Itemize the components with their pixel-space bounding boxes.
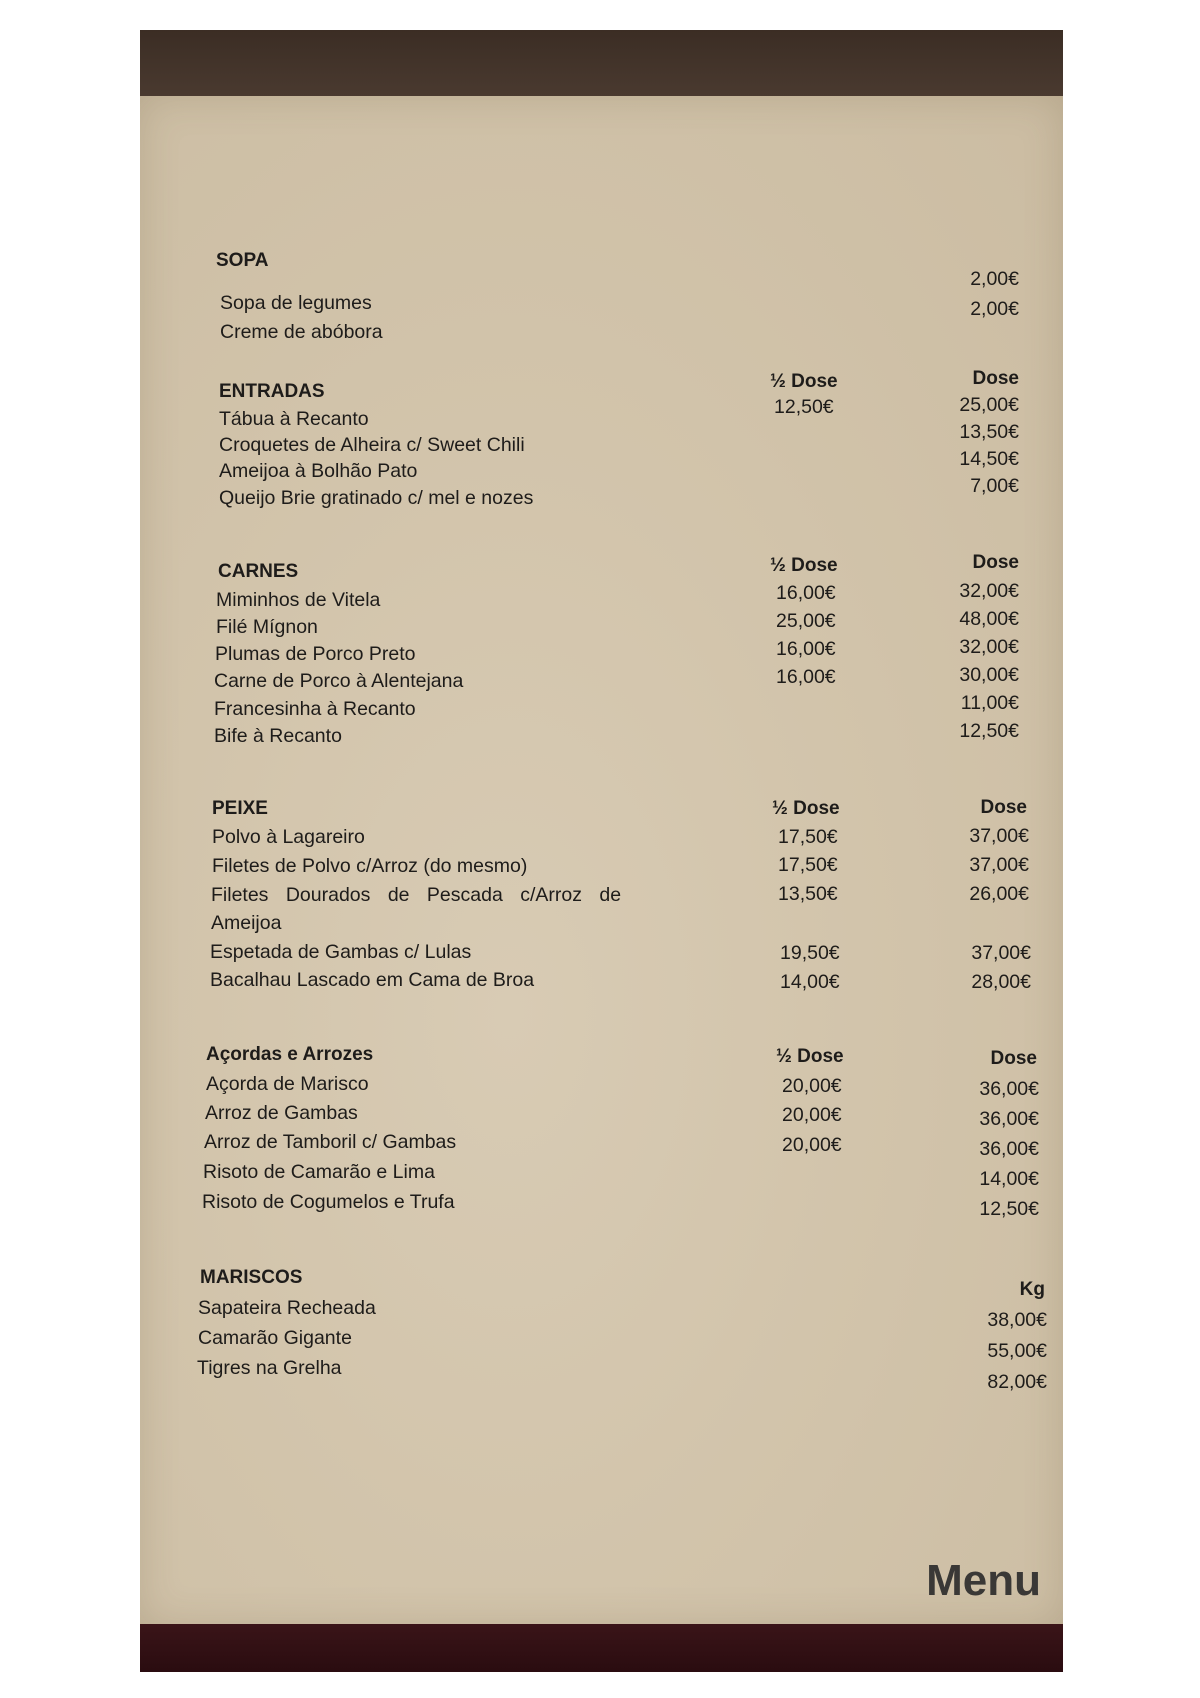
menu-item-half-price: 17,50€ <box>778 854 838 876</box>
menu-item-half-price: 20,00€ <box>782 1134 842 1156</box>
menu-item-name: Açorda de Marisco <box>206 1073 369 1095</box>
menu-item-half-price: 14,00€ <box>780 971 840 993</box>
menu-item-name: Risoto de Camarão e Lima <box>203 1161 435 1183</box>
menu-item-name: Plumas de Porco Preto <box>215 643 416 665</box>
menu-item-name: Arroz de Tamboril c/ Gambas <box>204 1131 457 1153</box>
menu-item-name: Polvo à Lagareiro <box>212 826 365 848</box>
menu-item-price: 7,00€ <box>970 475 1019 497</box>
menu-item-price: 37,00€ <box>971 942 1031 964</box>
menu-item-name: Camarão Gigante <box>198 1327 352 1349</box>
menu-item-half-price: 16,00€ <box>776 582 836 604</box>
section-title: SOPA <box>216 250 269 271</box>
menu-paper <box>140 96 1063 1626</box>
menu-item-half-price: 13,50€ <box>778 883 838 905</box>
menu-item-name: Creme de abóbora <box>220 321 383 343</box>
menu-item-price: 36,00€ <box>979 1078 1039 1100</box>
menu-item-name: Bacalhau Lascado em Cama de Broa <box>210 969 535 991</box>
kg-header: Kg <box>1019 1279 1045 1300</box>
dose-header: Dose <box>980 797 1027 818</box>
menu-item-price: 26,00€ <box>969 883 1029 905</box>
menu-item-price: 14,50€ <box>959 448 1019 470</box>
menu-item-price: 2,00€ <box>970 268 1019 290</box>
section-title: ENTRADAS <box>219 381 325 402</box>
section-title: CARNES <box>218 561 299 582</box>
menu-item-name: Tigres na Grelha <box>197 1357 342 1379</box>
menu-item-price: 12,50€ <box>979 1198 1039 1220</box>
menu-item-name: Filetes Dourados de Pescada c/Arroz de <box>211 884 622 906</box>
menu-footer-label: Menu <box>926 1556 1041 1605</box>
menu-item-price: 2,00€ <box>970 298 1019 320</box>
menu-item-price: 32,00€ <box>959 580 1019 602</box>
menu-item-name: Risoto de Cogumelos e Trufa <box>202 1191 455 1213</box>
menu-item-name: Filé Mígnon <box>216 616 318 638</box>
menu-item-price: 12,50€ <box>959 720 1019 742</box>
menu-item-name: Miminhos de Vitela <box>216 589 381 611</box>
menu-item-half-price: 20,00€ <box>782 1075 842 1097</box>
menu-item-name: Francesinha à Recanto <box>214 698 416 720</box>
table-background-bottom <box>140 1624 1063 1672</box>
menu-item-half-price: 20,00€ <box>782 1104 842 1126</box>
menu-item-price: 25,00€ <box>959 394 1019 416</box>
menu-item-name: Espetada de Gambas c/ Lulas <box>210 941 472 963</box>
menu-item-price: 36,00€ <box>979 1108 1039 1130</box>
menu-item-price: 14,00€ <box>979 1168 1039 1190</box>
menu-item-name: Ameijoa à Bolhão Pato <box>219 460 418 482</box>
menu-item-half-price: 16,00€ <box>776 666 836 688</box>
menu-item-price: 82,00€ <box>987 1371 1047 1393</box>
half-dose-header: ½ Dose <box>770 555 838 576</box>
menu-item-price: 38,00€ <box>987 1309 1047 1331</box>
dose-header: Dose <box>972 552 1019 573</box>
menu-item-name: Sopa de legumes <box>220 292 372 314</box>
menu-item-half-price: 12,50€ <box>774 396 834 418</box>
menu-item-price: 11,00€ <box>960 692 1019 714</box>
menu-item-price: 28,00€ <box>971 971 1031 993</box>
menu-item-half-price: 16,00€ <box>776 638 836 660</box>
half-dose-header: ½ Dose <box>770 371 838 392</box>
menu-item-name-line2: Ameijoa <box>211 912 282 934</box>
menu-item-price: 30,00€ <box>959 664 1019 686</box>
menu-photo <box>140 30 1063 1672</box>
half-dose-header: ½ Dose <box>776 1046 844 1067</box>
section-title: PEIXE <box>212 798 268 819</box>
dose-header: Dose <box>972 368 1019 389</box>
section-title: MARISCOS <box>200 1267 303 1288</box>
menu-item-price: 32,00€ <box>959 636 1019 658</box>
menu-item-half-price: 25,00€ <box>776 610 836 632</box>
menu-item-name: Tábua à Recanto <box>219 408 369 430</box>
menu-item-price: 36,00€ <box>979 1138 1039 1160</box>
menu-item-name: Arroz de Gambas <box>205 1102 358 1124</box>
menu-item-half-price: 19,50€ <box>780 942 840 964</box>
menu-item-name: Filetes de Polvo c/Arroz (do mesmo) <box>212 855 528 877</box>
menu-item-name: Bife à Recanto <box>214 725 342 747</box>
menu-item-price: 37,00€ <box>969 825 1029 847</box>
menu-item-name: Croquetes de Alheira c/ Sweet Chili <box>219 434 525 456</box>
dose-header: Dose <box>990 1048 1037 1069</box>
menu-item-name: Carne de Porco à Alentejana <box>214 670 464 692</box>
section-title: Açordas e Arrozes <box>206 1044 374 1065</box>
half-dose-header: ½ Dose <box>772 798 840 819</box>
table-background-top <box>140 30 1063 98</box>
menu-item-price: 13,50€ <box>959 421 1019 443</box>
menu-item-name: Sapateira Recheada <box>198 1297 376 1319</box>
menu-item-name: Queijo Brie gratinado c/ mel e nozes <box>219 487 534 509</box>
menu-item-price: 37,00€ <box>969 854 1029 876</box>
menu-item-price: 48,00€ <box>959 608 1019 630</box>
menu-item-price: 55,00€ <box>987 1340 1047 1362</box>
menu-item-half-price: 17,50€ <box>778 826 838 848</box>
